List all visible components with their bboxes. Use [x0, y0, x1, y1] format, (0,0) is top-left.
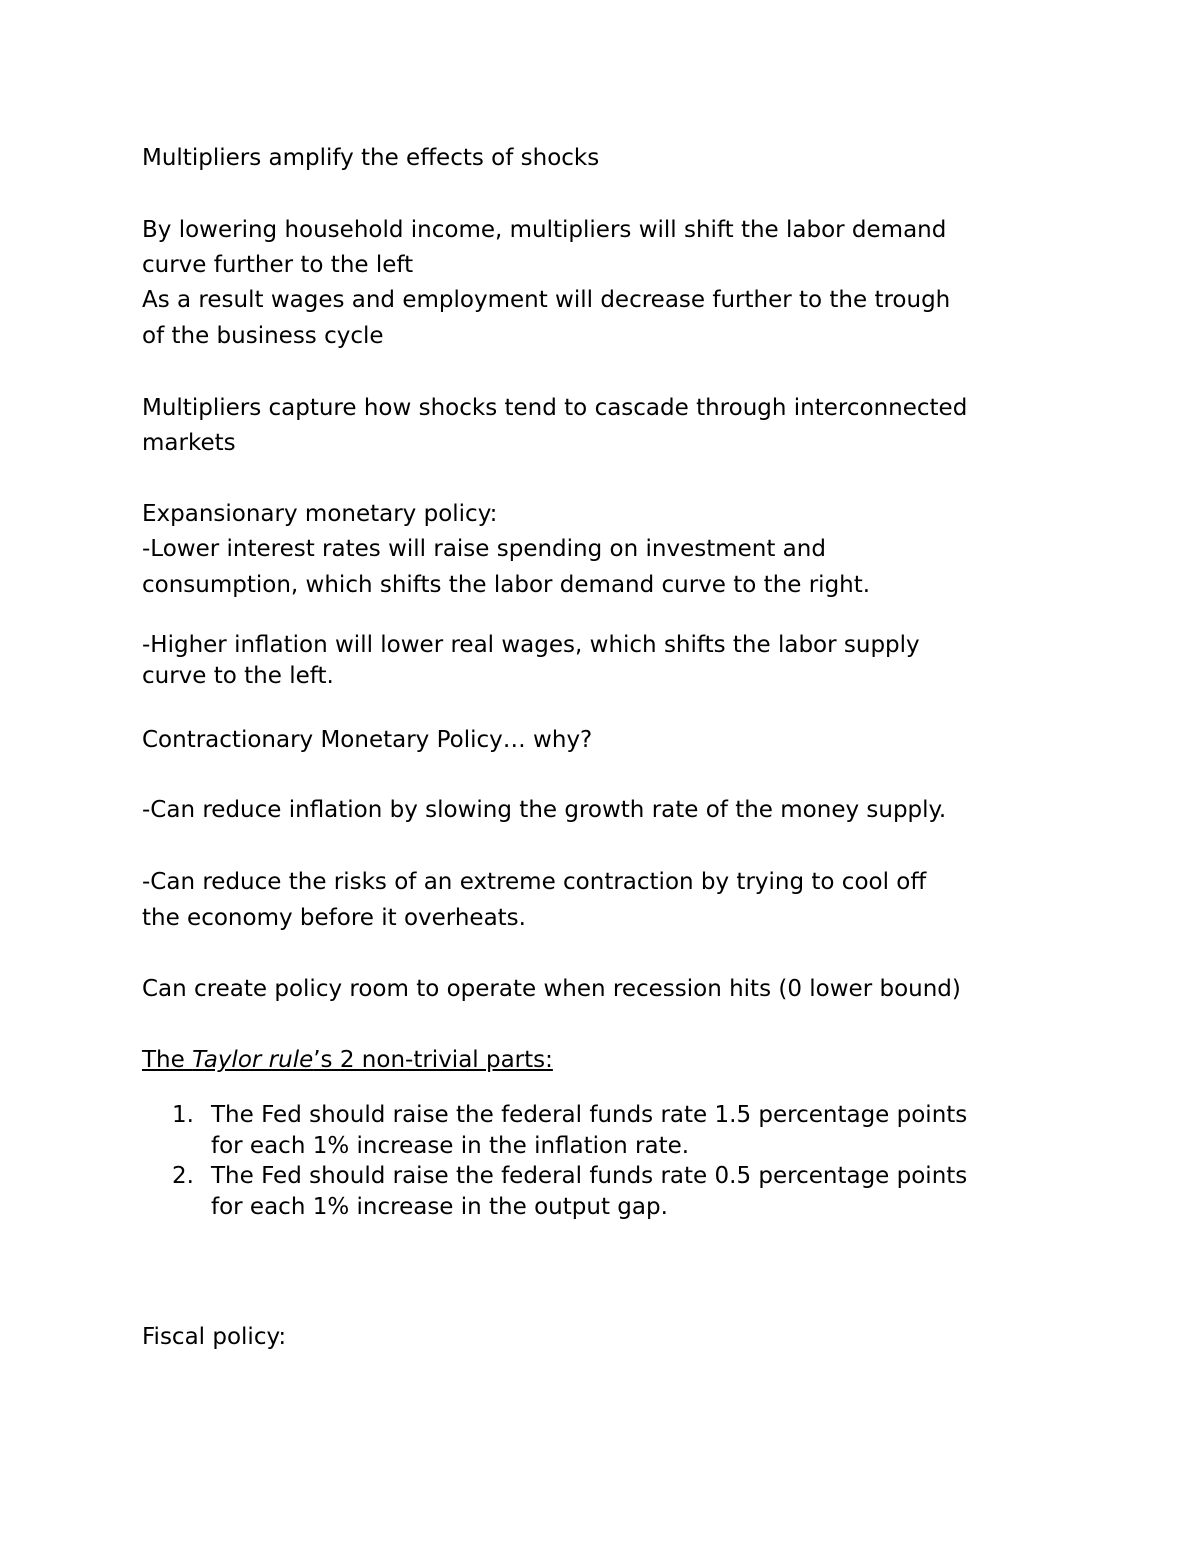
list-item-number: 2. — [172, 1163, 194, 1189]
paragraph-higher-inflation-line-2: curve to the left. — [142, 663, 334, 689]
list-item-line-2: for each 1% increase in the inflation rate. — [211, 1133, 690, 1159]
list-item-line-2: for each 1% increase in the output gap. — [211, 1194, 668, 1220]
paragraph-reduce-risks-line-1: -Can reduce the risks of an extreme contraction by trying to cool off — [142, 869, 927, 895]
taylor-heading-italic: Taylor rule — [192, 1047, 314, 1073]
taylor-rule-heading — [142, 1042, 553, 1078]
list-item-line-1: The Fed should raise the federal funds rate 0.5 percentage points — [211, 1163, 968, 1189]
multipliers-heading: Multipliers amplify the effects of shocks — [142, 145, 600, 171]
paragraph-cascade-line-2: markets — [142, 430, 236, 456]
taylor-heading-prefix: The — [142, 1047, 193, 1073]
paragraph-by-lowering-line-1: By lowering household income, multipliers will shift the labor demand — [142, 217, 947, 243]
paragraph-reduce-risks-line-2: the economy before it overheats. — [142, 905, 526, 931]
expansionary-heading: Expansionary monetary policy: — [142, 501, 498, 527]
fiscal-policy-heading: Fiscal policy: — [142, 1324, 287, 1350]
taylor-heading-suffix: ’s 2 non-trivial parts: — [313, 1047, 553, 1073]
contractionary-heading: Contractionary Monetary Policy… why? — [142, 727, 593, 753]
paragraph-policy-room: Can create policy room to operate when recession hits (0 lower bound) — [142, 976, 961, 1002]
list-item-line-1: The Fed should raise the federal funds rate 1.5 percentage points — [211, 1102, 968, 1128]
paragraph-by-lowering-line-2: curve further to the left — [142, 252, 414, 278]
paragraph-lower-rates-line-1: -Lower interest rates will raise spending on investment and — [142, 536, 826, 562]
list-item-number: 1. — [172, 1102, 194, 1128]
paragraph-as-a-result-line-2: of the business cycle — [142, 323, 384, 349]
paragraph-as-a-result-line-1: As a result wages and employment will decrease further to the trough — [142, 287, 951, 313]
paragraph-reduce-inflation: -Can reduce inflation by slowing the growth rate of the money supply. — [142, 797, 947, 823]
paragraph-cascade-line-1: Multipliers capture how shocks tend to cascade through interconnected — [142, 395, 968, 421]
paragraph-lower-rates-line-2: consumption, which shifts the labor demand curve to the right. — [142, 572, 871, 598]
paragraph-higher-inflation-line-1: -Higher inflation will lower real wages, which shifts the labor supply — [142, 632, 920, 658]
